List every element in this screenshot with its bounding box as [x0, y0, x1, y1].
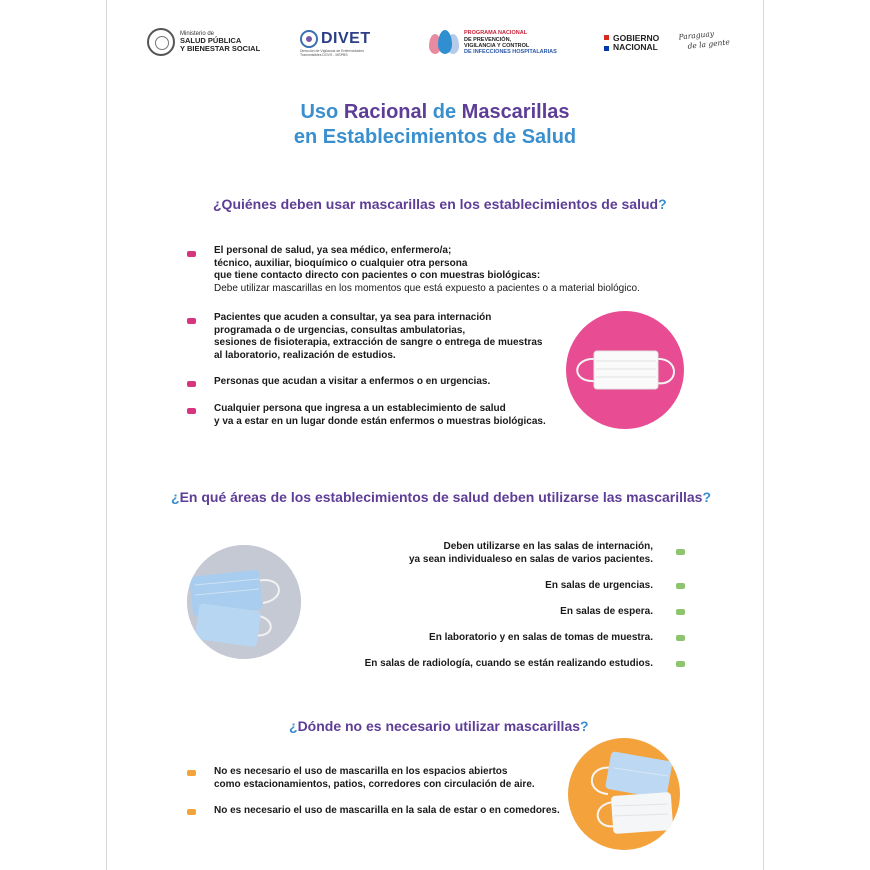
divet-mark-icon — [300, 30, 318, 48]
section3-qmark: ? — [580, 718, 589, 734]
divet-name: DIVET — [321, 30, 371, 47]
programa-nacional-logo — [429, 28, 557, 58]
poster-page — [106, 0, 764, 870]
bullet-marker — [676, 583, 685, 589]
gob-line2: NACIONAL — [613, 41, 658, 52]
bullet-marker — [676, 549, 685, 555]
section3-item-2 — [214, 805, 560, 818]
section2-item-5: En salas de radiología, cuando se están realizando estudios. — [364, 658, 653, 669]
face-mask-icon — [568, 738, 680, 850]
pink-mask-photo — [566, 311, 684, 429]
page-title-line2: en Establecimientos de Salud — [293, 126, 577, 148]
pn-line1: PROGRAMA NACIONAL — [464, 30, 528, 37]
drops-icon — [429, 28, 459, 58]
s3i1-l2: como estacionamientos, patios, corredores con circulación de aire. — [214, 778, 535, 790]
msp-line2: SALUD PÚBLICA — [180, 36, 242, 46]
section2-qopen: ¿ — [171, 489, 180, 505]
section1-heading-text: ¿Quiénes deben usar mascarillas en los establecimientos de salud — [213, 196, 659, 212]
section3-item-1 — [214, 766, 535, 791]
section2-heading-text: En qué áreas de los establecimientos de salud deben utilizarse las mascarillas — [179, 489, 703, 505]
bullet-marker — [676, 609, 685, 615]
s1i1-l3: que tiene contacto directo con pacientes o con muestras biológicas: — [214, 270, 541, 281]
bullet-marker — [187, 770, 196, 776]
s1i2-l1: Pacientes que acuden a consultar, ya sea para internación — [214, 312, 492, 323]
section2-item-2: En salas de urgencias. — [545, 580, 653, 591]
s1i1-l4: Debe utilizar mascarillas en los momentos que está expuesto a pacientes o a material biológico. — [214, 282, 640, 294]
title-word-3: de — [432, 101, 457, 123]
pn-line2: DE PREVENCIÓN, — [464, 36, 512, 43]
s1i1-l1: El personal de salud, ya sea médico, enfermero/a; — [214, 245, 452, 256]
s3i2-l1: No es necesario el uso de mascarilla en la sala de estar o en comedores. — [214, 805, 560, 816]
par-line1: Paraguay — [678, 28, 715, 42]
section2-heading — [171, 489, 711, 505]
section1-item-3 — [214, 376, 490, 389]
title-word-4: Mascarillas — [461, 101, 570, 123]
s1i1-l2: técnico, auxiliar, bioquímico o cualquier otra persona — [214, 257, 468, 269]
title-word-2: Racional — [343, 101, 428, 123]
section1-item-4 — [214, 403, 546, 428]
section3-qopen: ¿ — [289, 718, 298, 734]
section1-item-2 — [214, 312, 542, 362]
s2i1-l2: ya sean individualeso en salas de varios pacientes. — [408, 553, 653, 565]
national-seal-icon — [147, 28, 175, 56]
section2-item-1 — [409, 541, 653, 566]
bullet-marker — [187, 809, 196, 815]
pn-line3: VIGILANCIA Y CONTROL — [464, 43, 530, 49]
divet-sub: Dirección de Vigilancia de Enfermedades Transmisibles DGVS - MSPBS — [300, 49, 364, 57]
bullet-marker — [676, 661, 685, 667]
bullet-marker — [676, 635, 685, 641]
paraguay-de-la-gente-logo — [678, 27, 730, 52]
gray-mask-photo — [187, 545, 301, 659]
section2-item-3: En salas de espera. — [560, 606, 653, 617]
section2-item-4: En laboratorio y en salas de tomas de muestra. — [429, 632, 653, 643]
bullet-marker — [187, 408, 196, 414]
title-word-1: Uso — [300, 101, 339, 123]
msp-line1: Ministerio de — [180, 30, 215, 37]
s1i2-l3: sesiones de fisioterapia, extracción de sangre o entrega de muestras — [214, 337, 543, 348]
msp-logo — [147, 28, 260, 56]
section1-qmark: ? — [658, 196, 667, 212]
section1-item-1 — [214, 245, 640, 295]
bullet-marker — [187, 251, 196, 257]
face-mask-icon — [566, 311, 684, 429]
section2-qmark: ? — [702, 489, 712, 505]
face-mask-icon — [187, 545, 301, 659]
bullet-marker — [187, 318, 196, 324]
section1-heading — [213, 196, 667, 212]
bullet-marker — [187, 381, 196, 387]
s1i4-l1: Cualquier persona que ingresa a un establecimiento de salud — [214, 403, 506, 414]
s3i1-l1: No es necesario el uso de mascarilla en los espacios abiertos — [214, 766, 508, 777]
s1i3-l1: Personas que acudan a visitar a enfermos o en urgencias. — [214, 376, 491, 387]
flag-icon — [604, 35, 609, 51]
section3-heading-text: Dónde no es necesario utilizar mascarillas — [297, 718, 581, 734]
orange-mask-photo — [568, 738, 680, 850]
gobierno-nacional-logo — [604, 34, 659, 52]
s2i1-l1: Deben utilizarse en las salas de internación, — [443, 541, 653, 552]
par-line2: de la gente — [687, 37, 731, 51]
gob-line1: GOBIERNO — [613, 33, 660, 43]
s1i4-l2: y va a estar en un lugar donde están enfermos o muestras biológicas. — [214, 415, 546, 427]
section3-heading — [289, 718, 589, 734]
s1i2-l4: al laboratorio, realización de estudios. — [214, 349, 396, 361]
pn-line4: DE INFECCIONES HOSPITALARIAS — [464, 49, 557, 56]
divet-logo — [300, 30, 380, 57]
s1i2-l2: programada o de urgencias, consultas ambulatorias, — [214, 324, 466, 336]
page-title — [107, 100, 763, 125]
msp-line3: Y BIENESTAR SOCIAL — [180, 44, 261, 54]
